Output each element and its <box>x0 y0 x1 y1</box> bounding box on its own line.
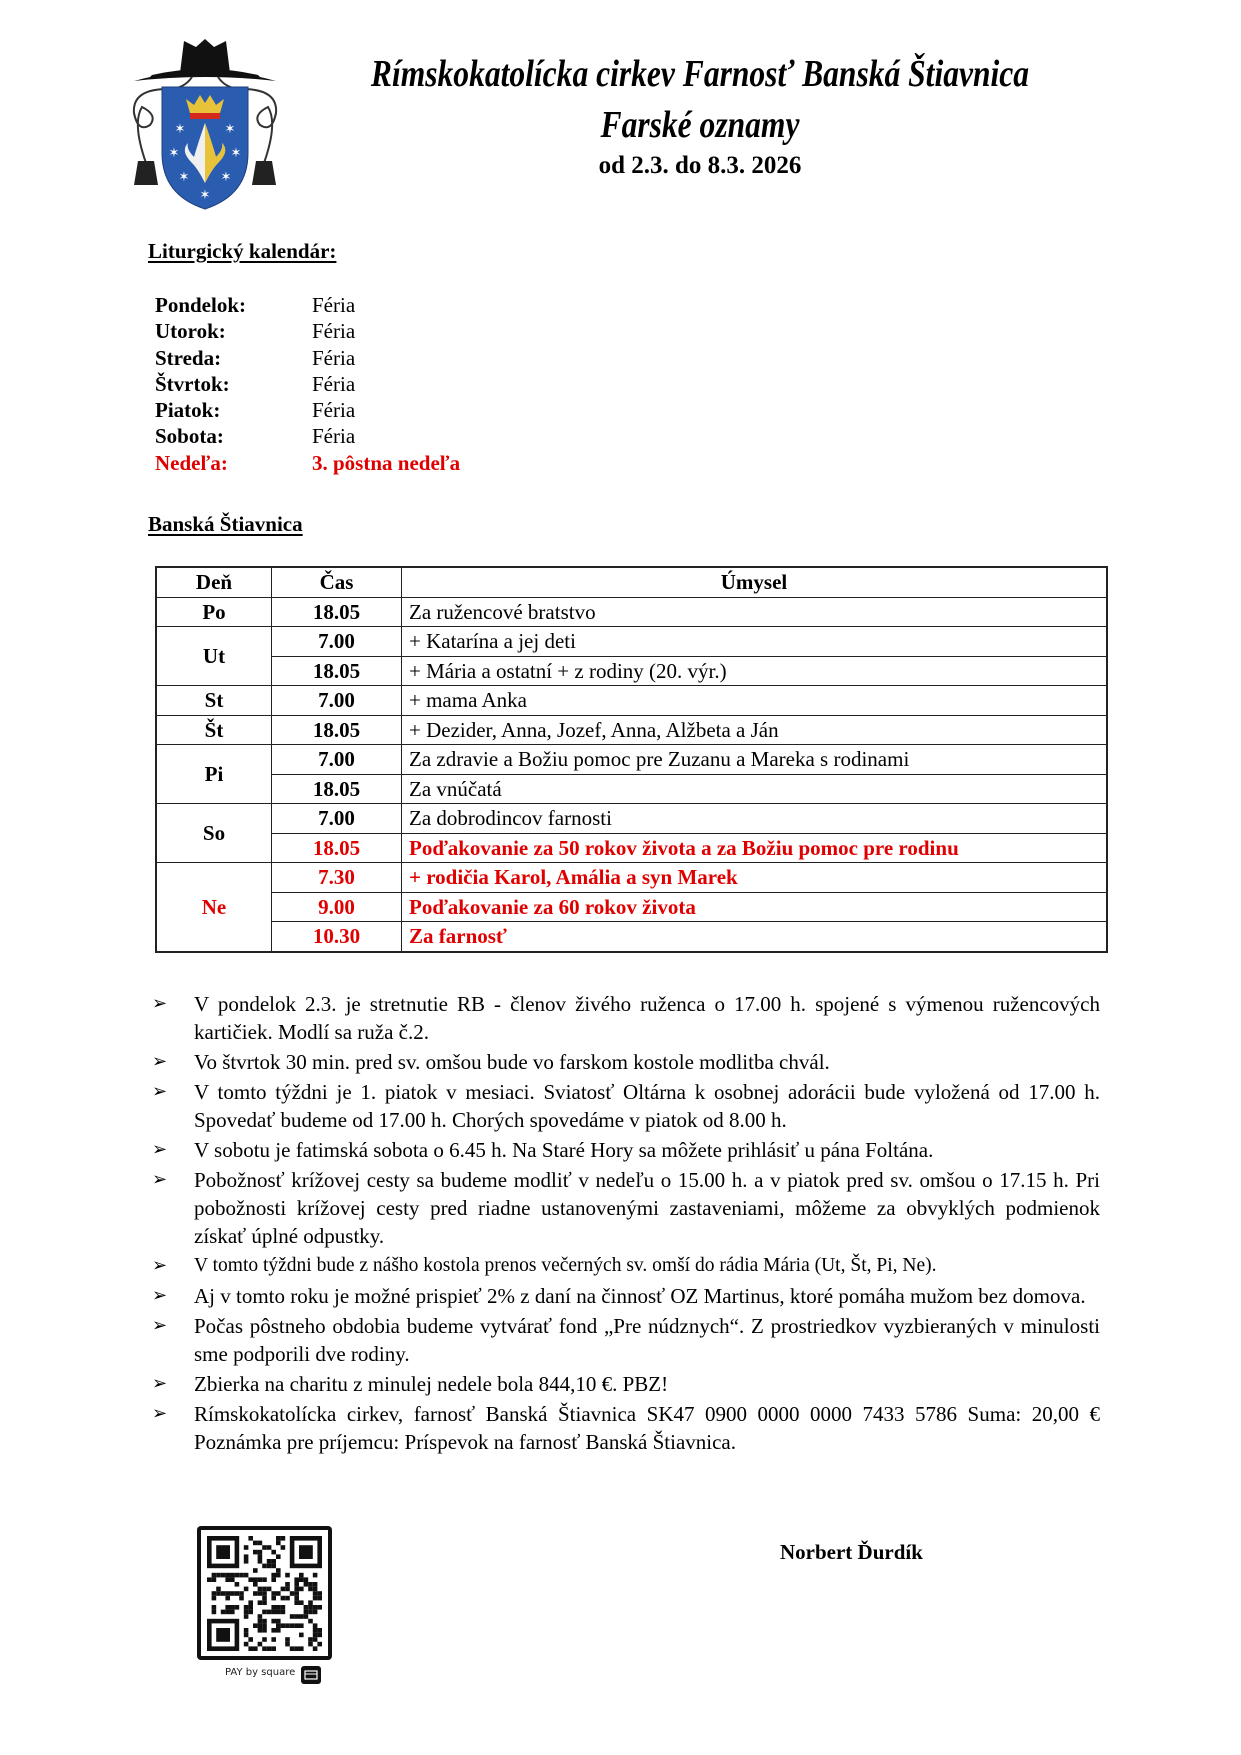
qr-code-icon <box>197 1526 332 1686</box>
day-cell: Po <box>156 597 272 627</box>
announcement-item <box>152 1370 1100 1398</box>
svg-text:✶: ✶ <box>224 122 236 137</box>
table-row <box>156 892 1107 922</box>
svg-text:✶: ✶ <box>178 170 190 185</box>
announcement-text: Zbierka na charitu z minulej nedele bola 844,10 €. PBZ! <box>194 1372 669 1396</box>
announcement-item <box>152 1048 1100 1076</box>
time-cell: 7.00 <box>272 804 402 834</box>
day-cell: St <box>156 686 272 716</box>
calendar-celebration: 3. pôstna nedeľa <box>312 450 461 475</box>
column-header-day: Deň <box>156 567 272 597</box>
liturgical-calendar-heading: Liturgický kalendár: <box>148 239 337 263</box>
announcement-text: Vo štvrtok 30 min. pred sv. omšou bude vo farskom kostole modlitba chvál. <box>194 1050 830 1074</box>
pay-by-square-qr <box>197 1526 332 1686</box>
day-cell: Št <box>156 715 272 745</box>
parish-title: Rímskokatolícka cirkev Farnosť Banská Štiavnica <box>370 53 1030 95</box>
intention-cell: Za zdravie a Božiu pomoc pre Zuzanu a Mareka s rodinami <box>402 745 1108 775</box>
payment-card-icon <box>301 1666 321 1684</box>
time-cell: 18.05 <box>272 656 402 686</box>
day-cell: So <box>156 804 272 863</box>
calendar-celebration: Féria <box>312 319 356 344</box>
arrowhead-bullet-icon: ➢ <box>152 1081 168 1102</box>
arrowhead-bullet-icon: ➢ <box>152 1169 168 1190</box>
liturgical-calendar <box>155 292 460 476</box>
calendar-day: Nedeľa: <box>155 450 228 475</box>
calendar-celebration: Féria <box>312 424 356 449</box>
time-cell: 18.05 <box>272 715 402 745</box>
table-row <box>156 774 1107 804</box>
announcement-item <box>152 1282 1100 1310</box>
time-cell: 10.30 <box>272 922 402 952</box>
column-header-time: Čas <box>272 567 402 597</box>
calendar-celebration: Féria <box>312 293 356 317</box>
day-cell: Ne <box>156 863 272 952</box>
announcement-item <box>152 1400 1100 1456</box>
intention-cell: Poďakovanie za 60 rokov života <box>402 892 1108 922</box>
announcement-text: V pondelok 2.3. je stretnutie RB - členov živého ruženca o 17.00 h. spojené s výmenou ružencových kartičiek. Modlí sa ruža č.2. <box>194 992 1100 1044</box>
intention-cell: Za ružencové bratstvo <box>402 597 1108 627</box>
calendar-row <box>155 397 460 423</box>
svg-text:✶: ✶ <box>230 146 242 161</box>
table-row <box>156 833 1107 863</box>
calendar-row <box>155 318 460 344</box>
intention-cell: + mama Anka <box>402 686 1108 716</box>
arrowhead-bullet-icon: ➢ <box>152 993 168 1014</box>
date-range: od 2.3. do 8.3. 2026 <box>598 152 802 179</box>
calendar-celebration: Féria <box>312 398 356 423</box>
announcement-text: V tomto týždni bude z nášho kostola prenos večerných sv. omší do rádia Mária (Ut, Št, Pi, Ne). <box>194 1255 937 1276</box>
announcement-item <box>152 1078 1100 1134</box>
time-cell: 7.00 <box>272 745 402 775</box>
calendar-day: Piatok: <box>155 398 221 423</box>
intention-cell: Za vnúčatá <box>402 774 1108 804</box>
announcement-text: Rímskokatolícka cirkev, farnosť Banská Štiavnica SK47 0900 0000 0000 7433 5786 Suma: 20,00 € Poznámka pre príjemcu: Príspevok na farnosť Banská Štiavnica. <box>194 1402 1100 1454</box>
time-cell: 18.05 <box>272 774 402 804</box>
intention-cell: Poďakovanie za 50 rokov života a za Božiu pomoc pre rodinu <box>402 833 1108 863</box>
day-cell: Pi <box>156 745 272 804</box>
calendar-day: Pondelok: <box>155 293 247 317</box>
calendar-row <box>155 423 460 449</box>
announcement-item <box>152 1312 1100 1368</box>
table-row <box>156 922 1107 952</box>
intention-cell: + rodičia Karol, Amália a syn Marek <box>402 863 1108 893</box>
arrowhead-bullet-icon: ➢ <box>152 1285 168 1306</box>
svg-text:✶: ✶ <box>220 170 232 185</box>
mass-schedule-table <box>155 566 1108 953</box>
announcement-text: Aj v tomto roku je možné prispieť 2% z daní na činnosť OZ Martinus, ktoré pomáha mužom bez domova. <box>194 1284 1086 1308</box>
intention-cell: Za farnosť <box>402 922 1108 952</box>
time-cell: 18.05 <box>272 833 402 863</box>
announcements-list <box>152 990 1100 1458</box>
calendar-day: Streda: <box>155 345 222 370</box>
announcement-item <box>152 990 1100 1046</box>
calendar-celebration: Féria <box>312 371 356 396</box>
arrowhead-bullet-icon: ➢ <box>152 1403 168 1424</box>
announcement-text: V tomto týždni je 1. piatok v mesiaci. Sviatosť Oltárna k osobnej adorácii bude vyložená od 17.00 h. Spovedať budeme od 17.00 h. Chorých spovedáme v piatok od 8.00 h. <box>194 1080 1100 1132</box>
intention-cell: + Dezider, Anna, Jozef, Anna, Alžbeta a Ján <box>402 715 1108 745</box>
announcement-item <box>152 1136 1100 1164</box>
svg-text:✶: ✶ <box>174 122 186 137</box>
coat-of-arms-icon <box>112 33 298 213</box>
time-cell: 9.00 <box>272 892 402 922</box>
time-cell: 7.00 <box>272 686 402 716</box>
day-cell: Ut <box>156 627 272 686</box>
calendar-day: Sobota: <box>155 424 224 449</box>
svg-text:✶: ✶ <box>199 188 211 203</box>
table-row <box>156 656 1107 686</box>
column-header-intention: Úmysel <box>402 567 1108 597</box>
document-title: Farské oznamy <box>600 104 800 146</box>
announcement-text: Pobožnosť krížovej cesty sa budeme modliť v nedeľu o 15.00 h. a v piatok pred sv. omšou o 17.15 h. Pri pobožnosti krížovej cesty pred riadne ustanovenými zastaveniami, môžeme za obvyklých podmienok získať úplné odpustky. <box>194 1168 1100 1248</box>
announcement-text: V sobotu je fatimská sobota o 6.45 h. Na Staré Hory sa môžete prihlásiť u pána Foltána. <box>194 1138 934 1162</box>
schedule-heading: Banská Štiavnica <box>148 512 303 536</box>
signature: Norbert Ďurdík <box>780 1540 923 1564</box>
calendar-row <box>155 450 460 476</box>
table-row <box>156 627 1107 657</box>
table-row <box>156 597 1107 627</box>
calendar-day: Utorok: <box>155 319 226 344</box>
arrowhead-bullet-icon: ➢ <box>152 1255 168 1276</box>
announcement-item <box>152 1252 1100 1280</box>
table-row <box>156 863 1107 893</box>
table-row <box>156 715 1107 745</box>
announcement-item <box>152 1166 1100 1250</box>
time-cell: 7.00 <box>272 627 402 657</box>
calendar-row <box>155 345 460 371</box>
intention-cell: Za dobrodincov farnosti <box>402 804 1108 834</box>
arrowhead-bullet-icon: ➢ <box>152 1373 168 1394</box>
calendar-row <box>155 292 460 318</box>
announcement-text: Počas pôstneho obdobia budeme vytvárať fond „Pre núdznych“. Z prostriedkov vyzbieraných v minulosti sme podporili dve rodiny. <box>194 1314 1100 1366</box>
svg-text:✶: ✶ <box>168 146 180 161</box>
arrowhead-bullet-icon: ➢ <box>152 1051 168 1072</box>
intention-cell: + Katarína a jej deti <box>402 627 1108 657</box>
table-row <box>156 804 1107 834</box>
table-row <box>156 745 1107 775</box>
calendar-day: Štvrtok: <box>155 371 230 396</box>
calendar-row <box>155 371 460 397</box>
table-header-row <box>156 567 1107 597</box>
time-cell: 18.05 <box>272 597 402 627</box>
arrowhead-bullet-icon: ➢ <box>152 1315 168 1336</box>
pay-by-square-label: PAY by square <box>225 1667 296 1678</box>
calendar-celebration: Féria <box>312 345 356 370</box>
intention-cell: + Mária a ostatní + z rodiny (20. výr.) <box>402 656 1108 686</box>
table-row <box>156 686 1107 716</box>
arrowhead-bullet-icon: ➢ <box>152 1139 168 1160</box>
time-cell: 7.30 <box>272 863 402 893</box>
